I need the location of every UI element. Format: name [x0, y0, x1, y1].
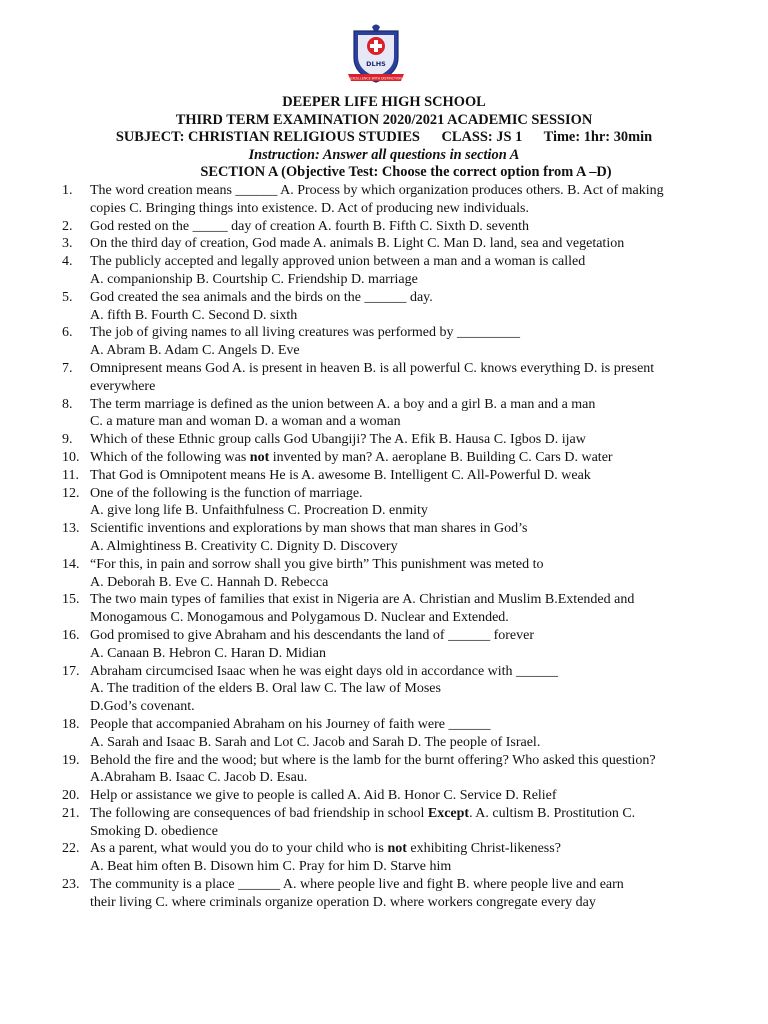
question-text-line: [90, 200, 716, 218]
question-text-line: [90, 894, 716, 912]
question-item: [0, 235, 768, 253]
text-segment: As a parent, what would you do to your child who is: [90, 841, 388, 857]
question-text-line: [90, 396, 716, 414]
question-text-line: [90, 324, 716, 342]
text-segment: copies C. Bringing things into existence. D. Act of producing new individuals.: [90, 200, 529, 216]
question-number: 19.: [62, 752, 80, 768]
question-text-line: [90, 218, 716, 236]
question-text-line: [90, 182, 716, 200]
question-text-line: [90, 502, 716, 520]
question-item: [0, 787, 768, 805]
question-number: 9.: [62, 432, 73, 448]
question-text-line: [90, 698, 716, 716]
question-number: 7.: [62, 360, 73, 376]
text-segment: Smoking D. obedience: [90, 823, 218, 839]
question-item: [0, 627, 768, 663]
question-item: [0, 752, 768, 788]
text-segment: A. give long life B. Unfaithfulness C. Procreation D. enmity: [90, 503, 428, 519]
question-text-line: [90, 467, 716, 485]
question-text-line: [90, 858, 716, 876]
question-number: 4.: [62, 254, 73, 270]
question-text-line: [90, 485, 716, 503]
text-segment: invented by man? A. aeroplane B. Building C. Cars D. water: [269, 449, 613, 465]
question-text-line: [90, 431, 716, 449]
instruction: Instruction: Answer all questions in section A: [248, 146, 520, 163]
question-text-line: [90, 289, 716, 307]
text-segment: A. Almightiness B. Creativity C. Dignity D. Discovery: [90, 538, 398, 554]
question-number: 18.: [62, 716, 80, 732]
question-list: [0, 182, 768, 912]
text-segment: That God is Omnipotent means He is A. awesome B. Intelligent C. All-Powerful D. weak: [90, 467, 591, 483]
text-segment: Scientific inventions and explorations by man shows that man shares in God’s: [90, 521, 528, 537]
text-segment: Abraham circumcised Isaac when he was eight days old in accordance with ______: [90, 663, 559, 679]
question-item: [0, 520, 768, 556]
question-text-line: [90, 876, 716, 894]
question-text-line: [90, 360, 716, 378]
text-segment: A. fifth B. Fourth C. Second D. sixth: [90, 307, 298, 323]
question-number: 6.: [62, 325, 73, 341]
question-number: 1.: [62, 183, 73, 198]
question-text-line: [90, 556, 716, 574]
question-item: [0, 805, 768, 841]
question-number: 14.: [62, 556, 80, 572]
text-segment: The job of giving names to all living creatures was performed by _________: [90, 325, 521, 341]
question-text-line: [90, 609, 716, 627]
question-item: [0, 876, 768, 912]
question-text-line: [90, 716, 716, 734]
text-segment: exhibiting Christ-likeness?: [406, 841, 561, 857]
question-item: [0, 591, 768, 627]
question-text-line: [90, 680, 716, 698]
question-text-line: [90, 520, 716, 538]
text-segment: A.Abraham B. Isaac C. Jacob D. Esau.: [90, 770, 308, 786]
question-text-line: [90, 805, 716, 823]
question-number: 13.: [62, 521, 80, 537]
text-segment: . A. cultism B. Prostitution C.: [469, 805, 636, 821]
question-item: [0, 396, 768, 432]
text-segment: The two main types of families that exist in Nigeria are A. Christian and Muslim B.Extended and: [90, 592, 635, 608]
text-segment: One of the following is the function of marriage.: [90, 485, 363, 501]
question-item: [0, 485, 768, 521]
question-number: 10.: [62, 449, 80, 465]
question-text-line: [90, 663, 716, 681]
question-item: [0, 253, 768, 289]
question-text-line: [90, 342, 716, 360]
question-text-line: [90, 271, 716, 289]
emphasis-text: Except: [427, 805, 470, 821]
question-text-line: [90, 307, 716, 325]
question-number: 20.: [62, 788, 80, 804]
text-segment: A. The tradition of the elders B. Oral law C. The law of Moses: [90, 681, 441, 697]
question-text-line: [90, 627, 716, 645]
school-crest-logo: [346, 22, 406, 88]
question-text-line: [90, 449, 716, 467]
question-number: 16.: [62, 627, 80, 643]
logo-letters: DLHS: [366, 60, 386, 68]
question-item: [0, 324, 768, 360]
question-text-line: [90, 378, 716, 396]
text-segment: The publicly accepted and legally approved union between a man and a woman is called: [90, 254, 586, 270]
question-item: [0, 182, 768, 218]
text-segment: The word creation means ______ A. Process by which organization produces others. B. Act of making: [90, 183, 664, 198]
subject-line: SUBJECT: CHRISTIAN RELIGIOUS STUDIES CLASS: JS 1 Time: 1hr: 30min: [115, 129, 653, 146]
text-segment: Behold the fire and the wood; but where is the lamb for the burnt offering? Who asked this question?: [90, 752, 656, 768]
text-segment: “For this, in pain and sorrow shall you give birth” This punishment was meted to: [90, 556, 544, 572]
question-text-line: [90, 769, 716, 787]
question-text-line: [90, 787, 716, 805]
question-item: [0, 431, 768, 449]
emphasis-text: not: [387, 841, 407, 857]
section-title: SECTION A (Objective Test: Choose the correct option from A –D): [200, 164, 612, 181]
question-item: [0, 218, 768, 236]
question-text-line: [90, 413, 716, 431]
question-item: [0, 449, 768, 467]
question-number: 23.: [62, 877, 80, 893]
text-segment: A. companionship B. Courtship C. Friendship D. marriage: [90, 271, 418, 287]
text-segment: A. Abram B. Adam C. Angels D. Eve: [90, 343, 300, 359]
text-segment: A. Deborah B. Eve C. Hannah D. Rebecca: [90, 574, 329, 590]
question-text-line: [90, 591, 716, 609]
question-number: 8.: [62, 396, 73, 412]
question-item: [0, 289, 768, 325]
question-text-line: [90, 574, 716, 592]
question-number: 2.: [62, 218, 73, 234]
text-segment: A. Canaan B. Hebron C. Haran D. Midian: [90, 645, 327, 661]
text-segment: A. Sarah and Isaac B. Sarah and Lot C. Jacob and Sarah D. The people of Israel.: [90, 734, 541, 750]
question-number: 12.: [62, 485, 80, 501]
question-number: 22.: [62, 841, 80, 857]
text-segment: Monogamous C. Monogamous and Polygamous D. Nuclear and Extended.: [90, 610, 509, 626]
question-number: 11.: [62, 467, 79, 483]
text-segment: People that accompanied Abraham on his Journey of faith were ______: [90, 716, 491, 732]
text-segment: A. Beat him often B. Disown him C. Pray for him D. Starve him: [90, 859, 452, 875]
question-text-line: [90, 840, 716, 858]
text-segment: The community is a place ______ A. where people live and fight B. where people live and earn: [90, 877, 624, 893]
text-segment: D.God’s covenant.: [90, 699, 195, 715]
text-segment: The following are consequences of bad friendship in school: [90, 805, 428, 821]
question-item: [0, 467, 768, 485]
text-segment: Which of these Ethnic group calls God Ubangiji? The A. Efik B. Hausa C. Igbos D. ijaw: [90, 432, 586, 448]
text-segment: God promised to give Abraham and his descendants the land of ______ forever: [90, 627, 535, 643]
text-segment: Which of the following was: [90, 449, 250, 465]
text-segment: Omnipresent means God A. is present in heaven B. is all powerful C. knows everything D. is present: [90, 360, 655, 376]
question-text-line: [90, 538, 716, 556]
text-segment: C. a mature man and woman D. a woman and a woman: [90, 414, 401, 430]
question-number: 17.: [62, 663, 80, 679]
text-segment: The term marriage is defined as the union between A. a boy and a girl B. a man and a man: [90, 396, 596, 412]
question-number: 5.: [62, 289, 73, 305]
question-number: 3.: [62, 236, 73, 252]
question-text-line: [90, 823, 716, 841]
question-item: [0, 556, 768, 592]
text-segment: God rested on the _____ day of creation A. fourth B. Fifth C. Sixth D. seventh: [90, 218, 529, 234]
logo-banner-text: EXCELLENCE WITH DISTINCTION: [350, 76, 402, 81]
exam-header: [0, 94, 768, 182]
text-segment: God created the sea animals and the birds on the ______ day.: [90, 289, 433, 305]
question-item: [0, 663, 768, 716]
question-text-line: [90, 752, 716, 770]
school-name: DEEPER LIFE HIGH SCHOOL: [282, 94, 486, 110]
question-text-line: [90, 645, 716, 663]
exam-title: THIRD TERM EXAMINATION 2020/2021 ACADEMIC SESSION: [175, 111, 593, 128]
question-text-line: [90, 253, 716, 271]
question-number: 15.: [62, 592, 80, 608]
text-segment: everywhere: [90, 378, 156, 394]
text-segment: Help or assistance we give to people is called A. Aid B. Honor C. Service D. Relief: [90, 788, 557, 804]
question-item: [0, 840, 768, 876]
question-item: [0, 716, 768, 752]
text-segment: On the third day of creation, God made A. animals B. Light C. Man D. land, sea and vegetation: [90, 236, 625, 252]
emphasis-text: not: [249, 449, 270, 465]
question-text-line: [90, 734, 716, 752]
question-item: [0, 360, 768, 396]
text-segment: their living C. where criminals organize operation D. where workers congregate every day: [90, 894, 596, 910]
question-text-line: [90, 235, 716, 253]
question-number: 21.: [62, 805, 80, 821]
